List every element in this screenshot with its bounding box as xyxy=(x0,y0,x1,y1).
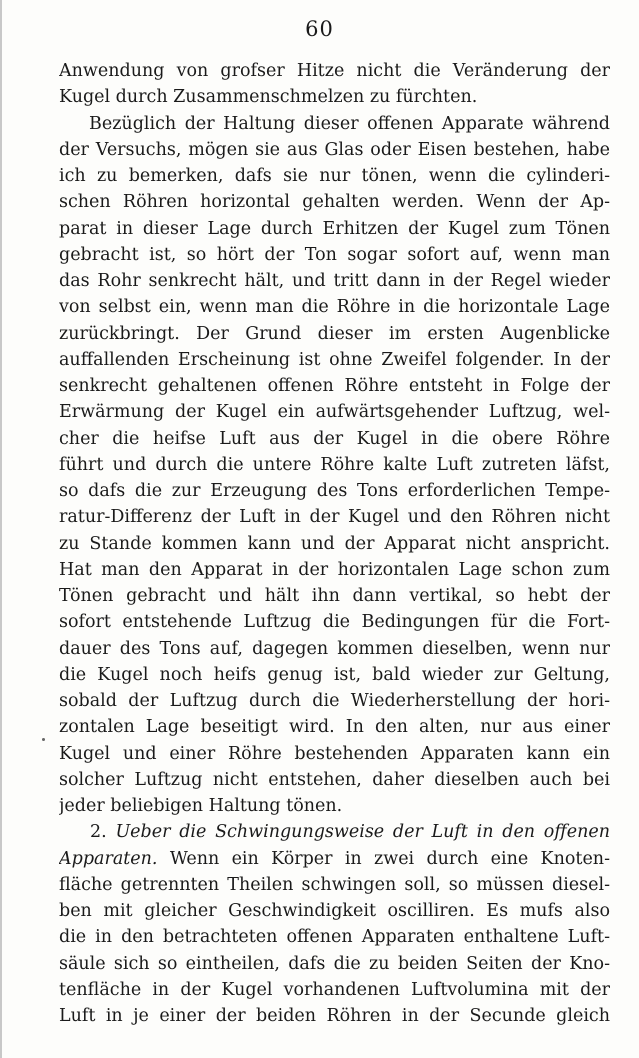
text-line: Hat man den Apparat in der horizontalen Lage schon zum xyxy=(59,559,610,580)
section-heading: Ueber die Schwingungsweise der Luft in den offenen xyxy=(115,822,610,843)
section-text: Wenn ein Körper in zwei durch eine Knoten- xyxy=(169,848,610,869)
text-line: Bezüglich der Haltung dieser offenen Apparate während xyxy=(89,113,610,134)
text-line: dauer des Tons auf, dagegen kommen dieselben, wenn nur xyxy=(59,638,610,659)
text-line: jeder beliebigen Haltung tönen. xyxy=(59,796,343,816)
text-line: senkrecht gehaltenen offenen Röhre entsteht in Folge der xyxy=(59,376,610,396)
text-line: von selbst ein, wenn man die Röhre in die horizontale Lage xyxy=(59,297,610,318)
body-text xyxy=(59,58,610,1029)
section-heading-line xyxy=(59,846,610,872)
text-line: Tönen gebracht und hält ihn dann vertikal, so hebt der xyxy=(59,586,610,606)
scan-left-edge xyxy=(0,0,2,1058)
text-line: der Versuchs, mögen sie aus Glas oder Eisen bestehen, habe xyxy=(59,139,610,160)
text-line: ben mit gleicher Geschwindigkeit oscilliren. Es mufs also xyxy=(59,901,610,921)
text-line: so dafs die zur Erzeugung des Tons erforderlichen Tempe- xyxy=(59,481,610,501)
text-line: cher die heifse Luft aus der Kugel in die obere Röhre xyxy=(59,428,610,449)
text-line: Erwärmung der Kugel ein aufwärtsgehender Luftzug, wel- xyxy=(59,402,610,423)
text-line: solcher Luftzug nicht entstehen, daher dieselben auch bei xyxy=(59,769,610,790)
text-line: die in den betrachteten offenen Apparaten enthaltene Luft- xyxy=(59,927,610,948)
section-heading-continued: Apparaten. xyxy=(59,848,158,869)
text-line: Luft in je einer der beiden Röhren in der Secunde gleich xyxy=(59,1006,610,1026)
text-line: tenfläche in der Kugel vorhandenen Luftvolumina mit der xyxy=(59,979,610,1000)
text-line: Kugel durch Zusammenschmelzen zu fürchten. xyxy=(59,87,478,108)
text-line: zontalen Lage beseitigt wird. In den alten, nur aus einer xyxy=(59,717,610,738)
text-line: parat in dieser Lage durch Erhitzen der Kugel zum Tönen xyxy=(59,218,610,239)
text-line: Kugel und einer Röhre bestehenden Apparaten kann ein xyxy=(59,743,610,764)
text-line: ratur-Differenz der Luft in der Kugel und den Röhren nicht xyxy=(59,507,610,528)
text-line: ich zu bemerken, dafs sie nur tönen, wenn die cylinderi- xyxy=(59,166,610,186)
section-number: 2. xyxy=(90,822,107,843)
scan-speck xyxy=(42,738,45,741)
text-line: sofort entstehende Luftzug die Bedingungen für die Fort- xyxy=(59,612,610,633)
text-line: säule sich so eintheilen, dafs die zu beiden Seiten der Kno- xyxy=(59,953,610,974)
text-line: fläche getrennten Theilen schwingen soll, so müssen diesel- xyxy=(59,874,610,895)
section-heading-line xyxy=(59,819,610,845)
page-number: 60 xyxy=(305,17,334,41)
text-line: zu Stande kommen kann und der Apparat nicht anspricht. xyxy=(59,533,610,554)
text-line: gebracht ist, so hört der Ton sogar sofort auf, wenn man xyxy=(59,244,610,265)
text-line: zurückbringt. Der Grund dieser im ersten Augenblicke xyxy=(59,323,610,344)
text-line: die Kugel noch heifs genug ist, bald wieder zur Geltung, xyxy=(59,664,610,685)
text-line: schen Röhren horizontal gehalten werden. Wenn der Ap- xyxy=(59,192,610,213)
text-line: Anwendung von grofser Hitze nicht die Veränderung der xyxy=(59,61,610,81)
text-line: das Rohr senkrecht hält, und tritt dann in der Regel wieder xyxy=(59,271,610,291)
text-line: auffallenden Erscheinung ist ohne Zweifel folgender. In der xyxy=(59,349,610,370)
text-line: sobald der Luftzug durch die Wiederherstellung der hori- xyxy=(59,691,610,711)
text-line: führt und durch die untere Röhre kalte Luft zutreten läfst, xyxy=(59,454,610,475)
